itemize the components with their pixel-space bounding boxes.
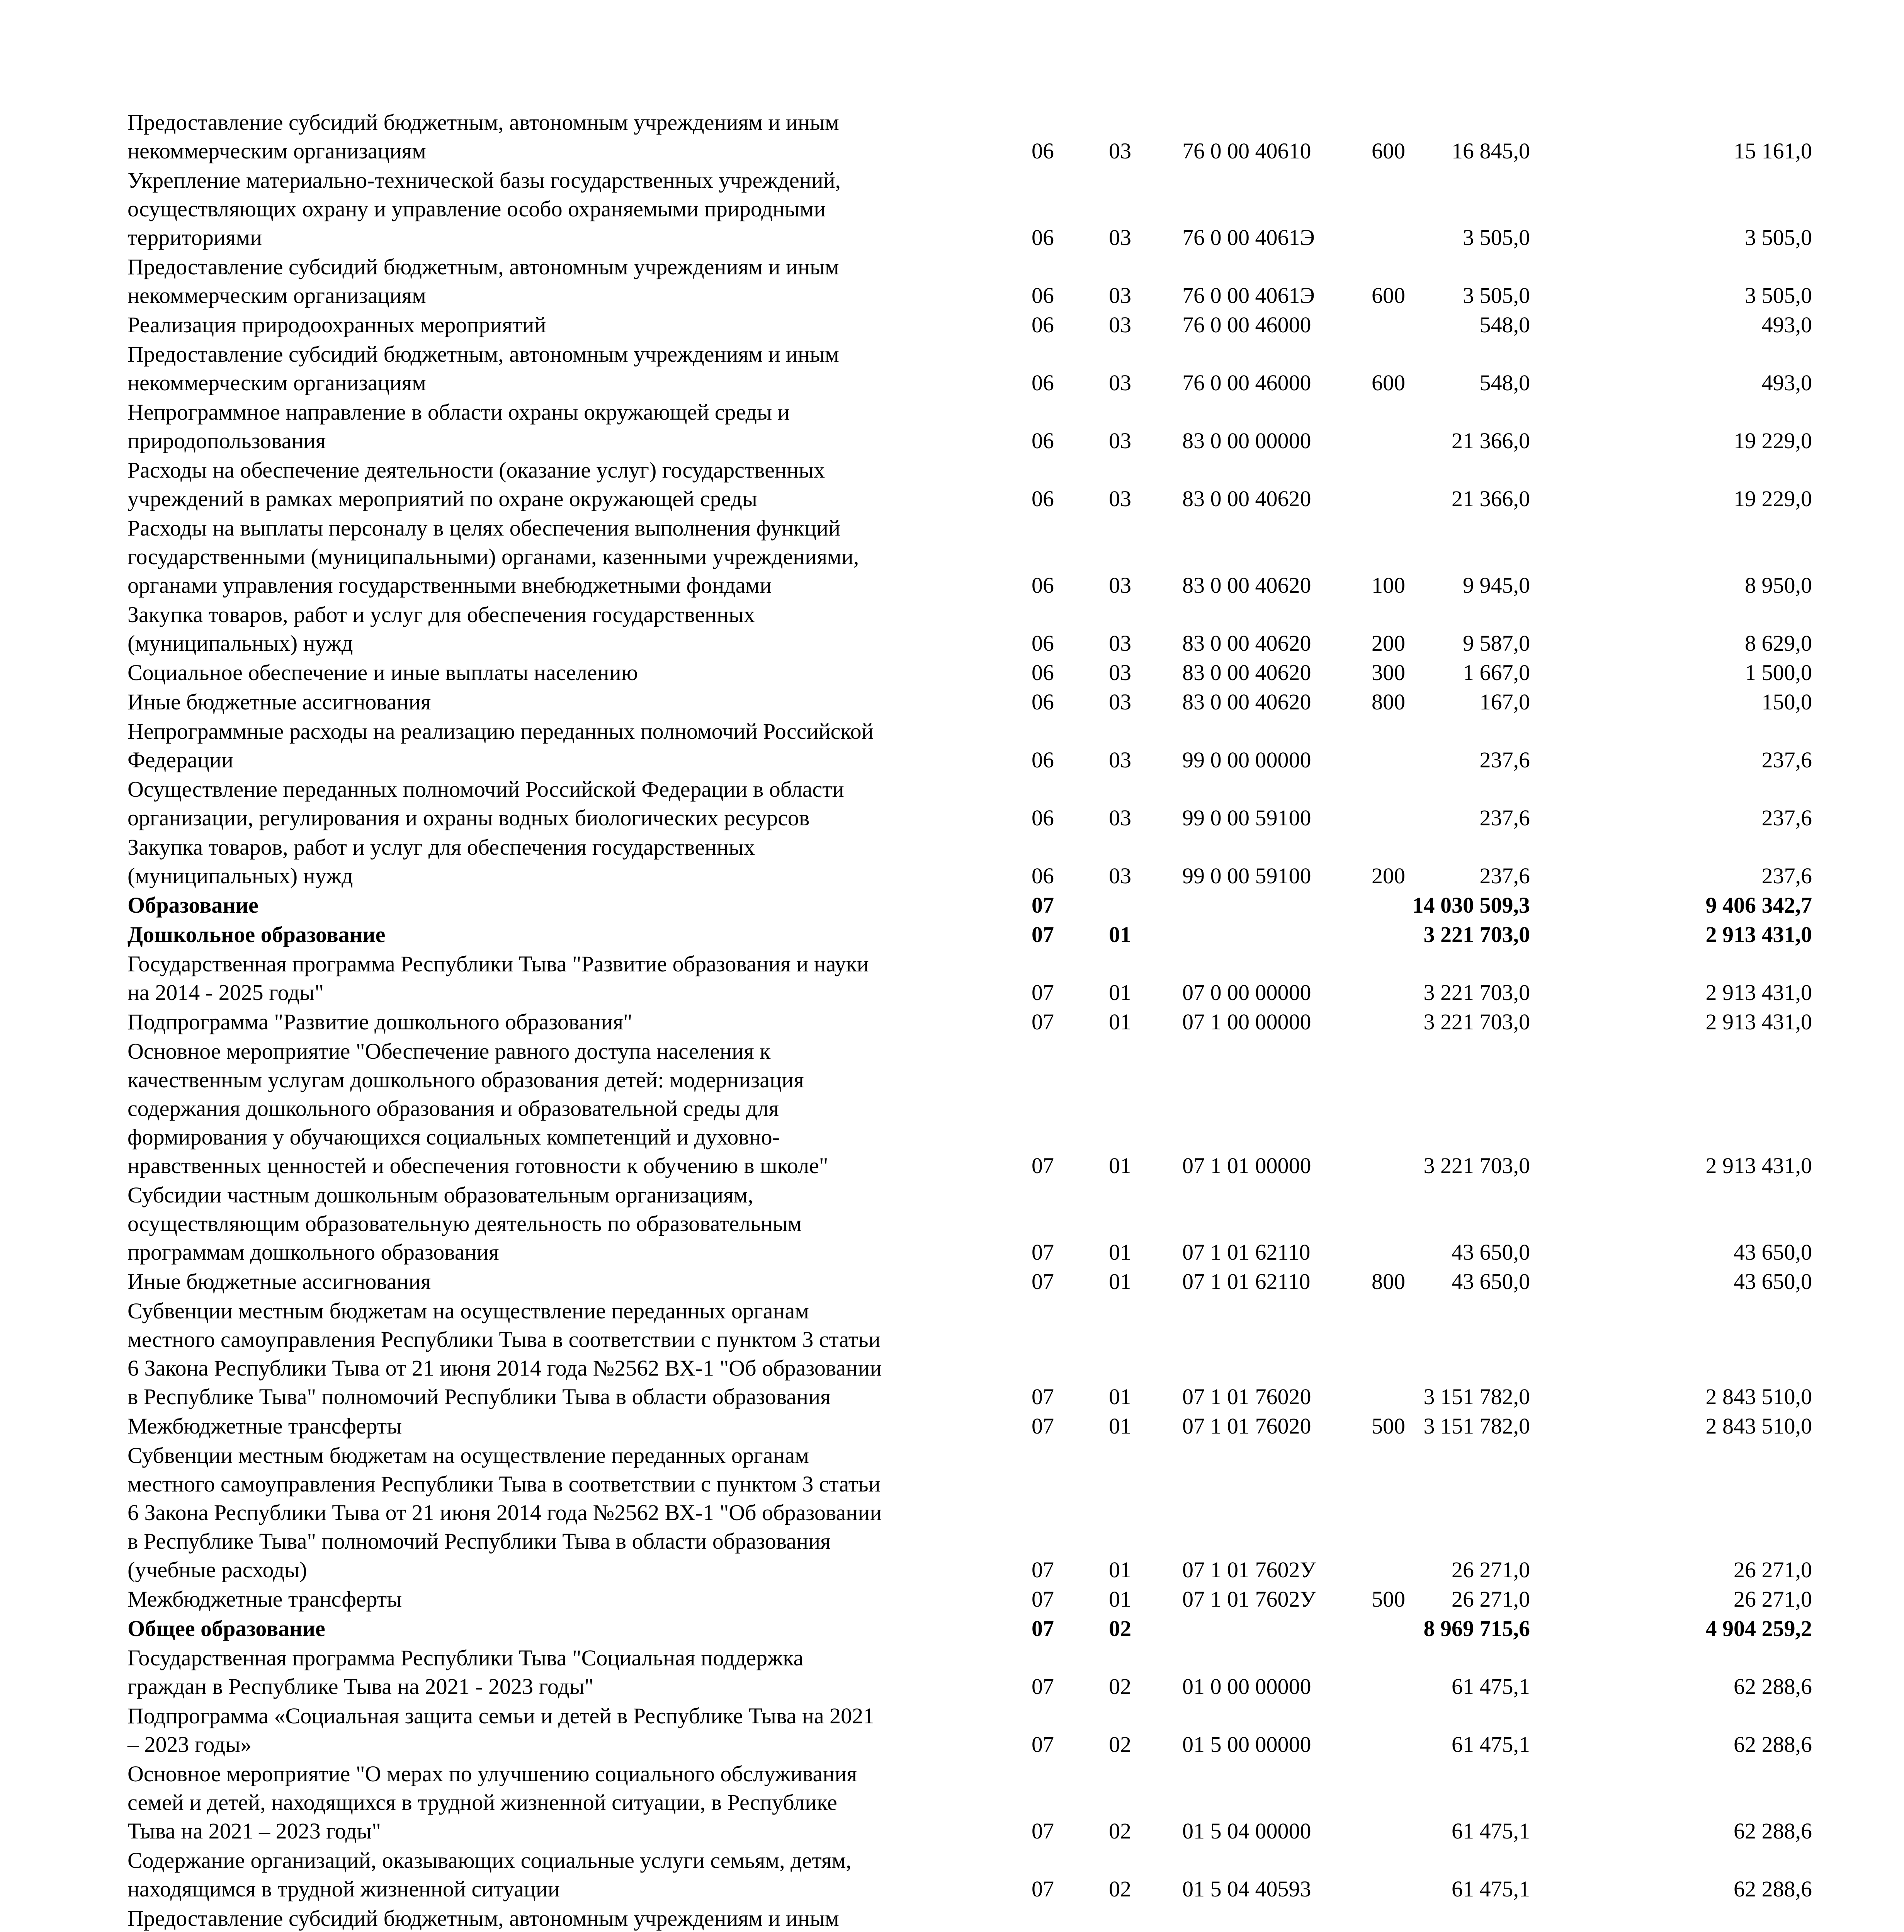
amount-year-2: 62 288,6 (1734, 1818, 1812, 1844)
amount-year-2: 493,0 (1761, 312, 1812, 337)
table-row (128, 311, 1828, 339)
target-item-code: 76 0 00 4061Э (1182, 283, 1315, 308)
expense-type-code: 200 (1372, 631, 1405, 656)
amount-year-1: 167,0 (1479, 689, 1530, 714)
expense-type-code: 800 (1372, 689, 1405, 714)
section-code: 06 (1032, 370, 1054, 395)
amount-year-2: 3 505,0 (1745, 283, 1812, 308)
row-name: Реализация природоохранных мероприятий (128, 312, 546, 337)
amount-year-2: 19 229,0 (1734, 486, 1812, 511)
subsection-code: 03 (1109, 312, 1131, 337)
subsection-code: 02 (1109, 1876, 1131, 1901)
target-item-code: 07 1 01 7602У (1182, 1557, 1316, 1582)
target-item-code: 83 0 00 40620 (1182, 486, 1311, 511)
amount-year-2: 237,6 (1761, 747, 1812, 772)
row-name: Предоставление субсидий бюджетным, автономным учреждениям и иным некоммерческим организациям (128, 254, 839, 308)
subsection-code: 01 (1109, 1269, 1131, 1294)
target-item-code: 83 0 00 40620 (1182, 689, 1311, 714)
row-name: Подпрограмма "Развитие дошкольного образования" (128, 1009, 632, 1034)
subsection-code: 01 (1109, 922, 1131, 947)
subsection-code: 03 (1109, 428, 1131, 453)
target-item-code: 76 0 00 46000 (1182, 370, 1311, 395)
target-item-code: 07 1 00 00000 (1182, 1009, 1311, 1034)
row-name: Предоставление субсидий бюджетным, автономным учреждениям и иным некоммерческим организациям (128, 342, 839, 395)
amount-year-1: 61 475,1 (1452, 1876, 1530, 1901)
row-name: Субвенции местным бюджетам на осуществление переданных органам местного самоуправления Республики Тыва в соответствии с пунктом 3 статьи 6 Закона Республики Тыва от 21 июня 2014 года №2562 ВХ-1 "Об образовании в Республике Тыва" полномочий Республики Тыва в области образования (учебные расходы) (128, 1443, 882, 1582)
row-name: Предоставление субсидий бюджетным, автономным учреждениям и иным некоммерческим организациям (128, 110, 839, 163)
subsection-code: 01 (1109, 1557, 1131, 1582)
subsection-code: 01 (1109, 1240, 1131, 1265)
table-row (128, 833, 1828, 890)
section-code: 06 (1032, 486, 1054, 511)
section-code: 06 (1032, 689, 1054, 714)
table-row (128, 1181, 1828, 1267)
subsection-code: 03 (1109, 225, 1131, 250)
amount-year-2: 2 913 431,0 (1705, 1009, 1812, 1034)
target-item-code: 07 1 01 62110 (1182, 1269, 1311, 1294)
target-item-code: 76 0 00 46000 (1182, 312, 1311, 337)
section-code: 06 (1032, 573, 1054, 598)
amount-year-2: 2 913 431,0 (1705, 1153, 1812, 1178)
amount-year-1: 237,6 (1479, 863, 1530, 888)
row-name: Закупка товаров, работ и услуг для обеспечения государственных (муниципальных) нужд (128, 602, 755, 656)
subsection-code: 02 (1109, 1616, 1131, 1641)
amount-year-1: 43 650,0 (1452, 1269, 1530, 1294)
table-row (128, 950, 1828, 1007)
target-item-code: 99 0 00 59100 (1182, 805, 1311, 830)
amount-year-1: 14 030 509,3 (1412, 893, 1530, 918)
subsection-code: 03 (1109, 283, 1131, 308)
subsection-code: 01 (1109, 1413, 1131, 1439)
expense-type-code: 100 (1372, 573, 1405, 598)
target-item-code: 99 0 00 00000 (1182, 747, 1311, 772)
table-row (128, 1441, 1828, 1584)
row-name: Общее образование (128, 1616, 325, 1641)
amount-year-1: 26 271,0 (1452, 1587, 1530, 1612)
section-code: 06 (1032, 428, 1054, 453)
amount-year-1: 3 221 703,0 (1423, 922, 1530, 947)
table-row (128, 775, 1828, 832)
amount-year-1: 3 221 703,0 (1423, 1009, 1530, 1034)
table-row (128, 253, 1828, 310)
row-name: Межбюджетные трансферты (128, 1587, 402, 1612)
target-item-code: 07 0 00 00000 (1182, 980, 1311, 1005)
amount-year-1: 3 505,0 (1463, 283, 1530, 308)
subsection-code: 03 (1109, 747, 1131, 772)
table-row (128, 1702, 1828, 1759)
table-row (128, 1904, 1828, 1932)
expense-type-code: 600 (1372, 283, 1405, 308)
section-code: 07 (1032, 980, 1054, 1005)
table-row (128, 1846, 1828, 1903)
target-item-code: 01 5 04 00000 (1182, 1818, 1311, 1844)
amount-year-2: 2 843 510,0 (1705, 1413, 1812, 1439)
subsection-code: 03 (1109, 370, 1131, 395)
subsection-code: 03 (1109, 631, 1131, 656)
expense-type-code: 300 (1372, 660, 1405, 685)
table-row (128, 658, 1828, 687)
target-item-code: 76 0 00 4061Э (1182, 225, 1315, 250)
amount-year-2: 43 650,0 (1734, 1269, 1812, 1294)
row-name: Закупка товаров, работ и услуг для обеспечения государственных (муниципальных) нужд (128, 835, 755, 888)
table-row (128, 1008, 1828, 1036)
subsection-code: 03 (1109, 660, 1131, 685)
amount-year-2: 237,6 (1761, 863, 1812, 888)
amount-year-2: 8 629,0 (1745, 631, 1812, 656)
amount-year-1: 21 366,0 (1452, 486, 1530, 511)
section-code: 07 (1032, 1413, 1054, 1439)
table-row (128, 688, 1828, 716)
row-name: Непрограммное направление в области охраны окружающей среды и природопользования (128, 400, 790, 453)
section-code: 06 (1032, 225, 1054, 250)
amount-year-1: 3 505,0 (1463, 225, 1530, 250)
subsection-code: 01 (1109, 1153, 1131, 1178)
table-row (128, 398, 1828, 455)
section-code: 07 (1032, 1876, 1054, 1901)
target-item-code: 07 1 01 62110 (1182, 1240, 1311, 1265)
section-code: 07 (1032, 1153, 1054, 1178)
subsection-code: 02 (1109, 1732, 1131, 1757)
row-name: Иные бюджетные ассигнования (128, 1269, 431, 1294)
section-code: 07 (1032, 893, 1054, 918)
row-name: Образование (128, 893, 258, 918)
target-item-code: 07 1 01 76020 (1182, 1413, 1311, 1439)
amount-year-2: 150,0 (1761, 689, 1812, 714)
row-name: Субсидии частным дошкольным образовательным организациям, осуществляющим образовательную деятельность по образовательным программам дошкольного образования (128, 1182, 802, 1265)
table-row (128, 600, 1828, 658)
row-name: Социальное обеспечение и иные выплаты населению (128, 660, 638, 685)
amount-year-2: 26 271,0 (1734, 1557, 1812, 1582)
table-row (128, 717, 1828, 774)
table-row (128, 514, 1828, 600)
row-name: Содержание организаций, оказывающих социальные услуги семьям, детям, находящимся в трудной жизненной ситуации (128, 1848, 852, 1901)
table-row (128, 1585, 1828, 1614)
amount-year-2: 19 229,0 (1734, 428, 1812, 453)
table-row (128, 920, 1828, 949)
table-row (128, 108, 1828, 165)
section-code: 06 (1032, 312, 1054, 337)
amount-year-2: 493,0 (1761, 370, 1812, 395)
amount-year-1: 61 475,1 (1452, 1674, 1530, 1699)
amount-year-1: 237,6 (1479, 805, 1530, 830)
target-item-code: 01 5 04 40593 (1182, 1876, 1311, 1901)
amount-year-2: 62 288,6 (1734, 1674, 1812, 1699)
amount-year-1: 3 221 703,0 (1423, 980, 1530, 1005)
section-code: 07 (1032, 1674, 1054, 1699)
section-code: 07 (1032, 1269, 1054, 1294)
target-item-code: 07 1 01 76020 (1182, 1384, 1311, 1409)
section-code: 07 (1032, 1818, 1054, 1844)
subsection-code: 03 (1109, 486, 1131, 511)
amount-year-2: 1 500,0 (1745, 660, 1812, 685)
table-row (128, 1412, 1828, 1440)
amount-year-1: 9 945,0 (1463, 573, 1530, 598)
amount-year-1: 43 650,0 (1452, 1240, 1530, 1265)
amount-year-1: 8 969 715,6 (1423, 1616, 1530, 1641)
table-row (128, 1037, 1828, 1180)
section-code: 07 (1032, 1616, 1054, 1641)
target-item-code: 07 1 01 00000 (1182, 1153, 1311, 1178)
section-code: 06 (1032, 805, 1054, 830)
subsection-code: 03 (1109, 138, 1131, 163)
subsection-code: 01 (1109, 1587, 1131, 1612)
target-item-code: 99 0 00 59100 (1182, 863, 1311, 888)
amount-year-2: 8 950,0 (1745, 573, 1812, 598)
amount-year-2: 62 288,6 (1734, 1732, 1812, 1757)
amount-year-1: 61 475,1 (1452, 1732, 1530, 1757)
expense-type-code: 600 (1372, 370, 1405, 395)
expense-type-code: 500 (1372, 1587, 1405, 1612)
amount-year-2: 62 288,6 (1734, 1876, 1812, 1901)
table-row (128, 891, 1828, 920)
section-code: 06 (1032, 283, 1054, 308)
amount-year-2: 3 505,0 (1745, 225, 1812, 250)
table-row (128, 1267, 1828, 1296)
section-code: 06 (1032, 747, 1054, 772)
target-item-code: 83 0 00 40620 (1182, 660, 1311, 685)
target-item-code: 76 0 00 40610 (1182, 138, 1311, 163)
amount-year-2: 43 650,0 (1734, 1240, 1812, 1265)
table-row (128, 166, 1828, 252)
table-row (128, 456, 1828, 513)
expense-type-code: 500 (1372, 1413, 1405, 1439)
amount-year-2: 15 161,0 (1734, 138, 1812, 163)
table-row (128, 1760, 1828, 1845)
section-code: 07 (1032, 1009, 1054, 1034)
subsection-code: 01 (1109, 1009, 1131, 1034)
table-row (128, 1644, 1828, 1701)
row-name: Предоставление субсидий бюджетным, автономным учреждениям и иным (128, 1906, 839, 1931)
row-name: Укрепление материально-технической базы государственных учреждений, осуществляющих охрану и управление особо охраняемыми природными территориями (128, 168, 841, 250)
amount-year-2: 2 843 510,0 (1705, 1384, 1812, 1409)
amount-year-1: 3 151 782,0 (1423, 1413, 1530, 1439)
amount-year-2: 4 904 259,2 (1705, 1616, 1812, 1641)
table-row (128, 1614, 1828, 1643)
row-name: Основное мероприятие "Обеспечение равного доступа населения к качественным услугам дошкольного образования детей: модернизация содержания дошкольного образования и образовательной среды для формирования у обучающихся социальных компетенций и духовно- нравственных ценностей и обеспечения готовности к обучению в школе" (128, 1039, 828, 1178)
amount-year-1: 9 587,0 (1463, 631, 1530, 656)
section-code: 06 (1032, 863, 1054, 888)
row-name: Расходы на выплаты персоналу в целях обеспечения выполнения функций государственными (муниципальными) органами, казенными учреждениями, органами управления государственными внебюджетными фондами (128, 515, 859, 598)
row-name: Субвенции местным бюджетам на осуществление переданных органам местного самоуправления Республики Тыва в соответствии с пунктом 3 статьи 6 Закона Республики Тыва от 21 июня 2014 года №2562 ВХ-1 "Об образовании в Республике Тыва" полномочий Республики Тыва в области образования (128, 1298, 882, 1409)
subsection-code: 03 (1109, 689, 1131, 714)
section-code: 07 (1032, 1732, 1054, 1757)
row-name: Осуществление переданных полномочий Российской Федерации в области организации, регулирования и охраны водных биологических ресурсов (128, 777, 844, 830)
subsection-code: 01 (1109, 980, 1131, 1005)
row-name: Государственная программа Республики Тыва "Развитие образования и науки на 2014 - 2025 годы" (128, 951, 869, 1005)
amount-year-2: 26 271,0 (1734, 1587, 1812, 1612)
target-item-code: 01 5 00 00000 (1182, 1732, 1311, 1757)
subsection-code: 03 (1109, 573, 1131, 598)
amount-year-1: 1 667,0 (1463, 660, 1530, 685)
amount-year-1: 26 271,0 (1452, 1557, 1530, 1582)
subsection-code: 03 (1109, 863, 1131, 888)
subsection-code: 02 (1109, 1674, 1131, 1699)
section-code: 07 (1032, 1557, 1054, 1582)
section-code: 06 (1032, 660, 1054, 685)
row-name: Непрограммные расходы на реализацию переданных полномочий Российской Федерации (128, 719, 874, 772)
amount-year-1: 237,6 (1479, 747, 1530, 772)
target-item-code: 01 0 00 00000 (1182, 1674, 1311, 1699)
row-name: Расходы на обеспечение деятельности (оказание услуг) государственных учреждений в рамках мероприятий по охране окружающей среды (128, 457, 825, 511)
table-row (128, 340, 1828, 397)
row-name: Государственная программа Республики Тыва "Социальная поддержка граждан в Республике Тыва на 2021 - 2023 годы" (128, 1645, 804, 1699)
row-name: Дошкольное образование (128, 922, 386, 947)
amount-year-1: 3 221 703,0 (1423, 1153, 1530, 1178)
section-code: 06 (1032, 631, 1054, 656)
section-code: 07 (1032, 1587, 1054, 1612)
amount-year-1: 548,0 (1479, 312, 1530, 337)
amount-year-2: 2 913 431,0 (1705, 922, 1812, 947)
table-row (128, 1297, 1828, 1411)
expense-type-code: 800 (1372, 1269, 1405, 1294)
amount-year-1: 16 845,0 (1452, 138, 1530, 163)
target-item-code: 07 1 01 7602У (1182, 1587, 1316, 1612)
amount-year-1: 21 366,0 (1452, 428, 1530, 453)
subsection-code: 03 (1109, 805, 1131, 830)
amount-year-1: 548,0 (1479, 370, 1530, 395)
amount-year-2: 9 406 342,7 (1705, 893, 1812, 918)
section-code: 06 (1032, 138, 1054, 163)
amount-year-1: 61 475,1 (1452, 1818, 1530, 1844)
section-code: 07 (1032, 922, 1054, 947)
target-item-code: 83 0 00 40620 (1182, 573, 1311, 598)
section-code: 07 (1032, 1384, 1054, 1409)
target-item-code: 83 0 00 40620 (1182, 631, 1311, 656)
subsection-code: 01 (1109, 1384, 1131, 1409)
amount-year-2: 237,6 (1761, 805, 1812, 830)
amount-year-2: 2 913 431,0 (1705, 980, 1812, 1005)
expense-type-code: 600 (1372, 138, 1405, 163)
row-name: Подпрограмма «Социальная защита семьи и детей в Республике Тыва на 2021 – 2023 годы» (128, 1703, 875, 1757)
expense-type-code: 200 (1372, 863, 1405, 888)
amount-year-1: 3 151 782,0 (1423, 1384, 1530, 1409)
row-name: Иные бюджетные ассигнования (128, 689, 431, 714)
row-name: Основное мероприятие "О мерах по улучшению социального обслуживания семей и детей, находящихся в трудной жизненной ситуации, в Республике Тыва на 2021 – 2023 годы" (128, 1761, 857, 1844)
section-code: 07 (1032, 1240, 1054, 1265)
subsection-code: 02 (1109, 1818, 1131, 1844)
target-item-code: 83 0 00 00000 (1182, 428, 1311, 453)
row-name: Межбюджетные трансферты (128, 1413, 402, 1439)
